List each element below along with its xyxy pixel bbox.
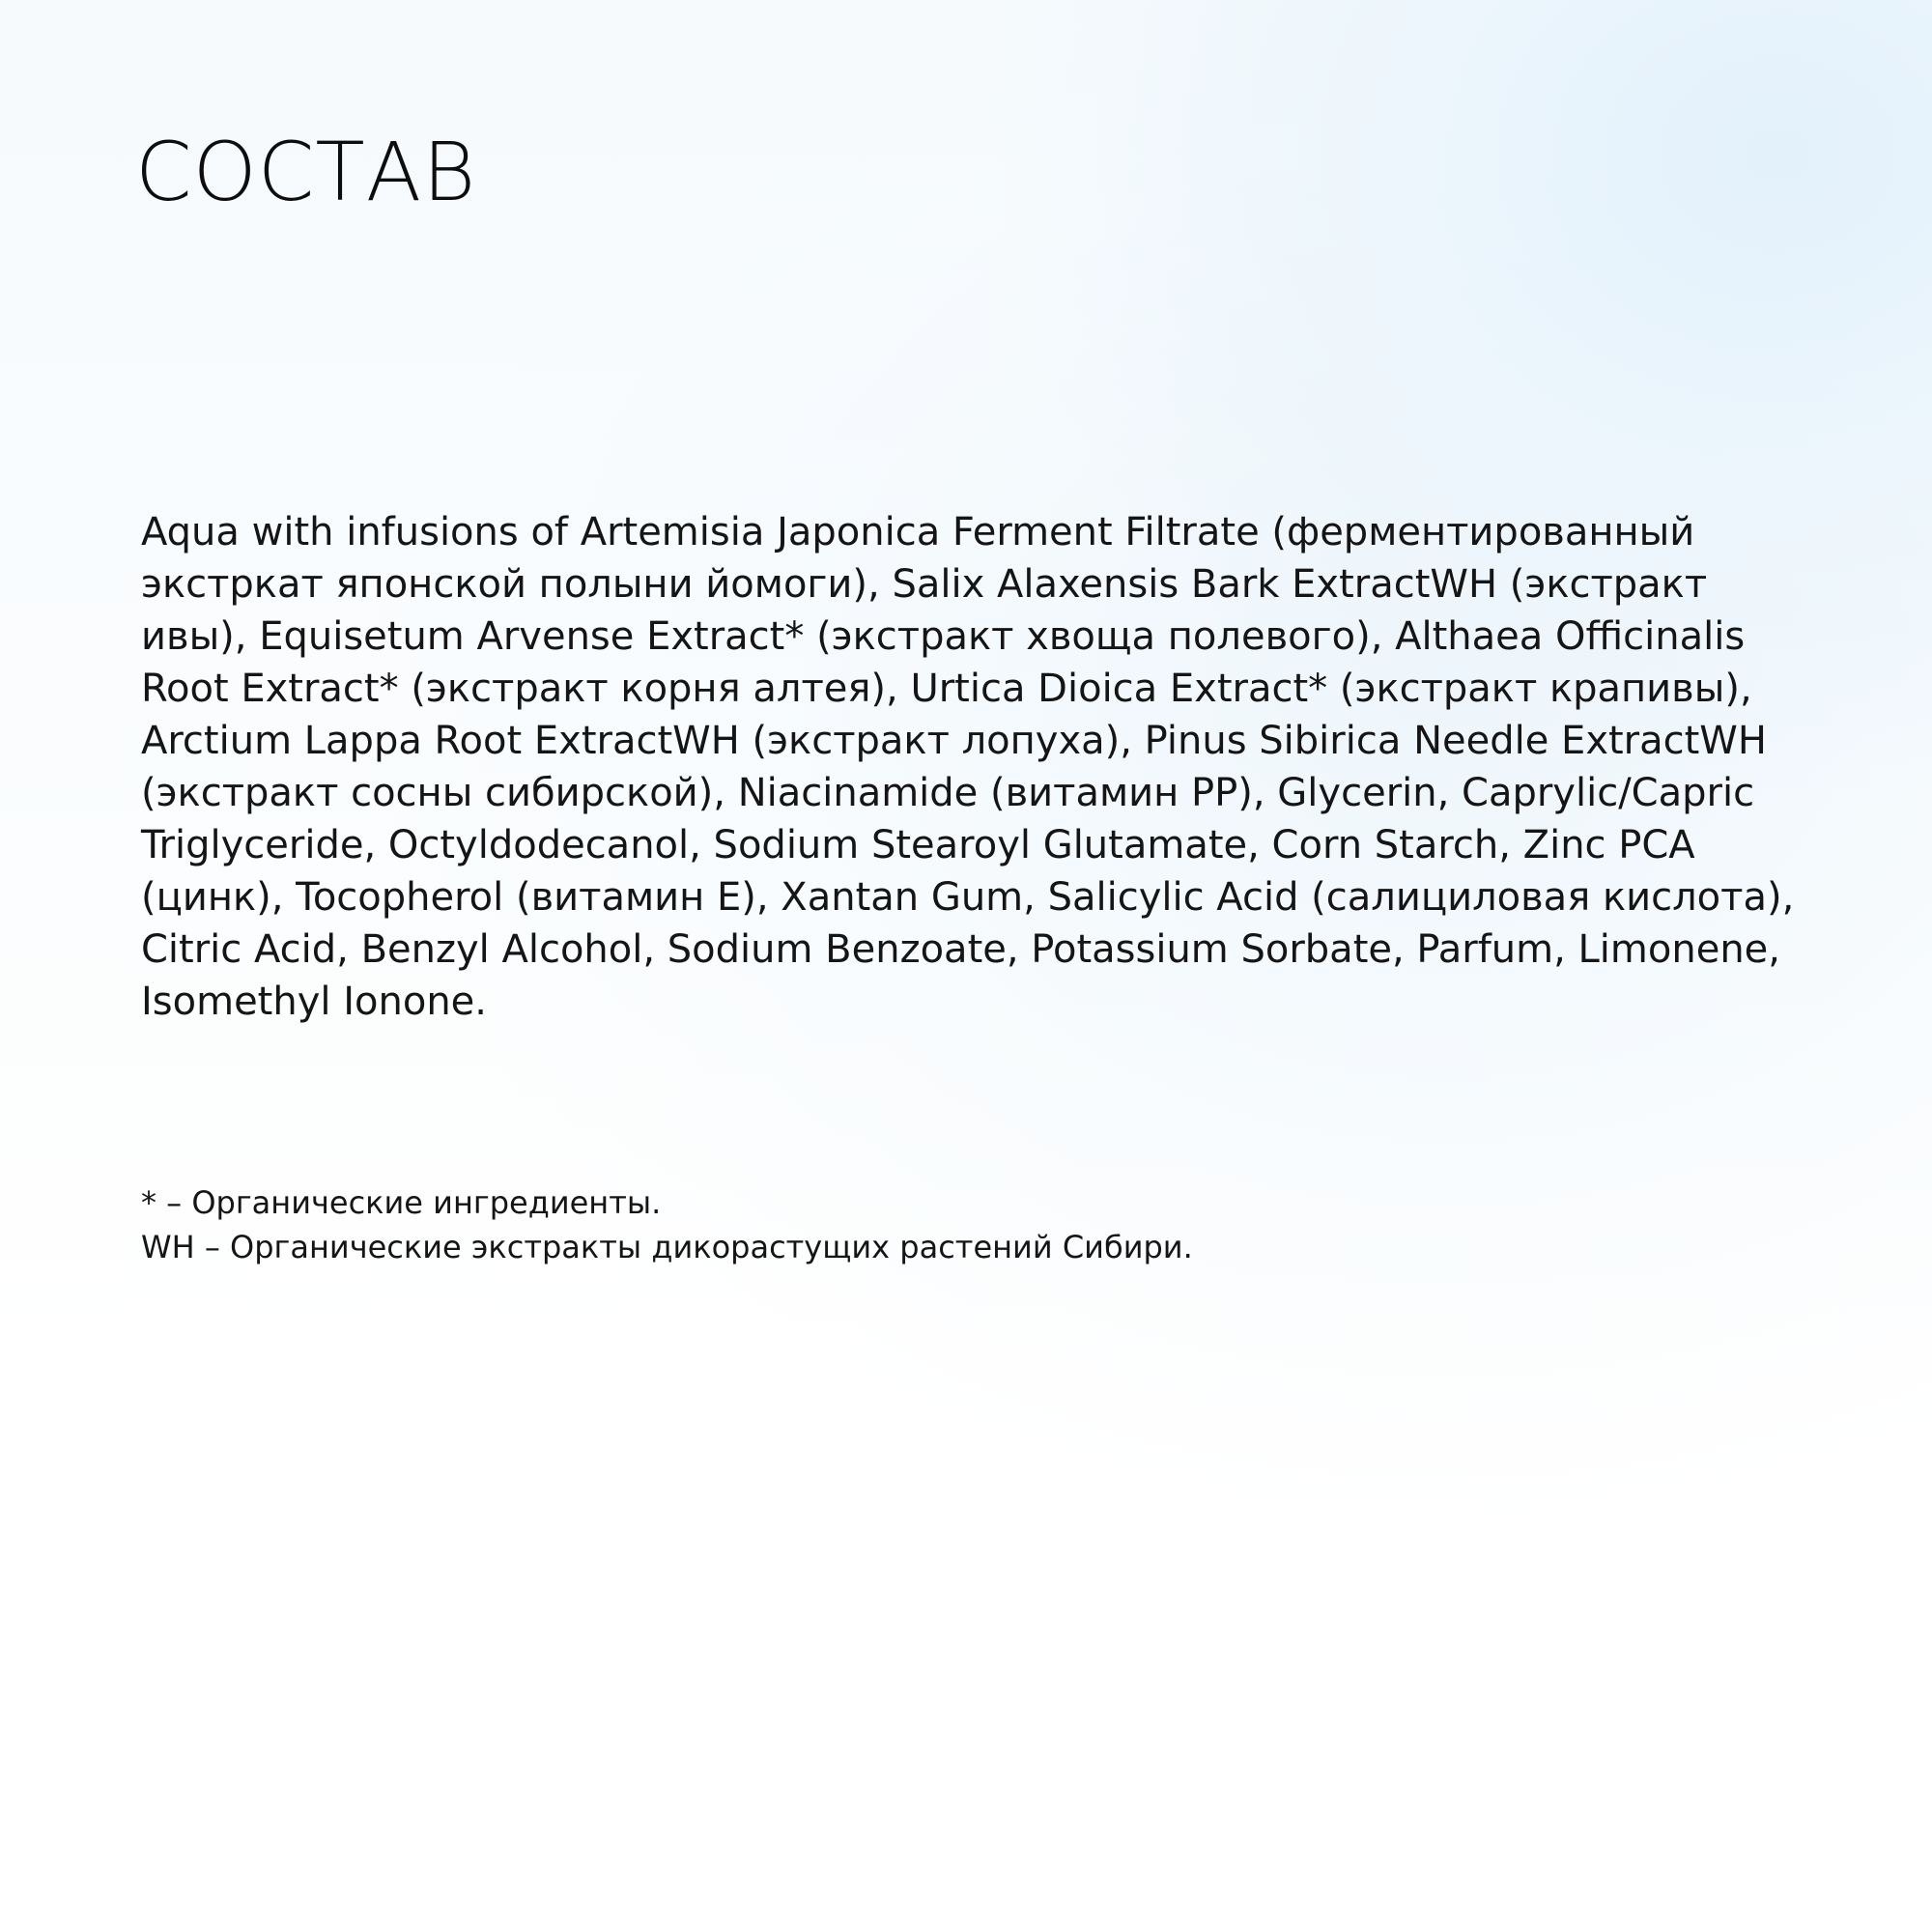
footnotes xyxy=(141,1180,1822,1269)
footnote-wild-harvest: WH – Органические экстракты дикорастущих растений Сибири. xyxy=(141,1229,1193,1265)
ingredients-list: Aqua with infusions of Artemisia Japonica Ferment Filtrate (ферментированный экстркат японской полыни йомоги), Salix Alaxensis Bark ExtractWH (экстракт ивы), Equisetum Arvense Extract* (экстракт хвоща полевого), Althaea Officinalis Root Extract* (экстракт корня алтея), Urtica Dioica Extract* (экстракт крапивы), Arctium Lappa Root ExtractWH (экстракт лопуха), Pinus Sibirica Needle ExtractWH (экстракт сосны сибирской), Niacinamide (витамин PP), Glycerin, Caprylic/Capric Triglyceride, Octyldodecanol, Sodium Stearoyl Glutamate, Corn Starch, Zinc PCA (цинк), Tocopherol (витамин E), Xantan Gum, Salicylic Acid (салициловая кислота), Citric Acid, Benzyl Alcohol, Sodium Benzoate, Potassium Sorbate, Parfum, Limonene, Isomethyl Ionone. xyxy=(141,510,1795,1024)
footnote-organic: * – Органические ингредиенты. xyxy=(141,1184,662,1221)
page-title: СОСТАВ xyxy=(135,125,477,219)
